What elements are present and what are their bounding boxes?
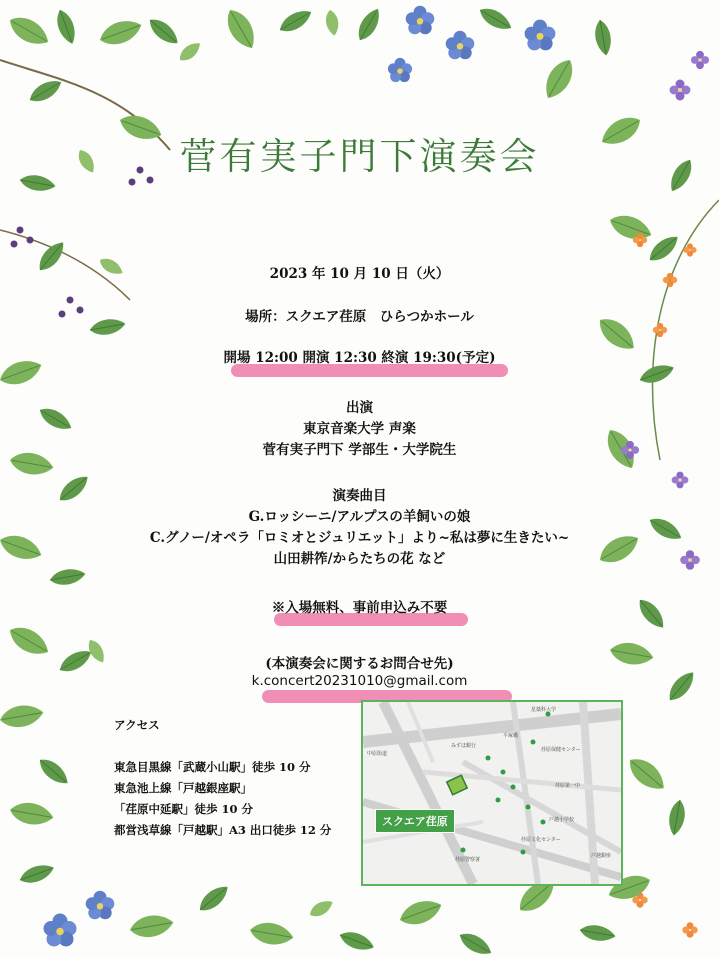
access-line: 東急池上線「戸越銀座駅」 — [114, 781, 252, 795]
concert-venue: 場所：スクエア荏原 ひらつかホール — [245, 309, 474, 325]
access-line: 「荏原中延駅」徒歩 10 分 — [114, 802, 254, 816]
map-roads — [363, 702, 621, 884]
program-item: 山田耕筰/からたちの花 など — [273, 551, 446, 567]
contact-heading: (本演奏会に関するお問合せ先) — [265, 656, 454, 672]
access-heading: アクセス — [114, 718, 160, 732]
concert-title: 菅有実子門下演奏会 — [179, 135, 540, 178]
performers-line-1: 東京音楽大学 声楽 — [303, 421, 416, 437]
map-label: 中原街道 — [367, 751, 388, 757]
performers-line-2: 菅有実子門下 学部生・大学院生 — [262, 442, 457, 458]
program-item: C.グノー/オペラ「ロミオとジュリエット」より~私は夢に生きたい~ — [149, 530, 570, 546]
map-label: 荏原保健センター — [541, 747, 581, 753]
access-line: 都営浅草線「戸越駅」A3 出口徒歩 12 分 — [114, 823, 332, 837]
concert-times: 開場 12:00 開演 12:30 終演 19:30(予定) — [223, 350, 496, 366]
map-label: みずほ銀行 — [451, 743, 477, 749]
map-label: 平塚橋 — [503, 733, 519, 739]
map-label: 戸越銀座 — [591, 853, 612, 859]
map-venue-label: スクエア荏原 — [375, 809, 455, 833]
admission-note: ※入場無料、事前申込み不要 — [271, 600, 448, 616]
map-label: 星薬科大学 — [531, 707, 557, 713]
map-label: 荏原警察署 — [455, 857, 481, 863]
performers-heading: 出演 — [346, 400, 373, 416]
program-heading: 演奏曲目 — [332, 488, 387, 504]
access-line: 東急目黒線「武蔵小山駅」徒歩 10 分 — [114, 760, 311, 774]
program-item: G.ロッシーニ/アルプスの羊飼いの娘 — [248, 509, 471, 525]
map-label: 荏原第一中 — [555, 783, 581, 789]
contact-email[interactable]: k.concert20231010@gmail.com — [251, 673, 468, 689]
access-map — [361, 700, 623, 886]
map-label: 戸越小学校 — [549, 817, 575, 823]
map-label: 荏原文化センター — [521, 837, 561, 843]
concert-date: 2023 年 10 月 10 日（火） — [269, 266, 450, 282]
